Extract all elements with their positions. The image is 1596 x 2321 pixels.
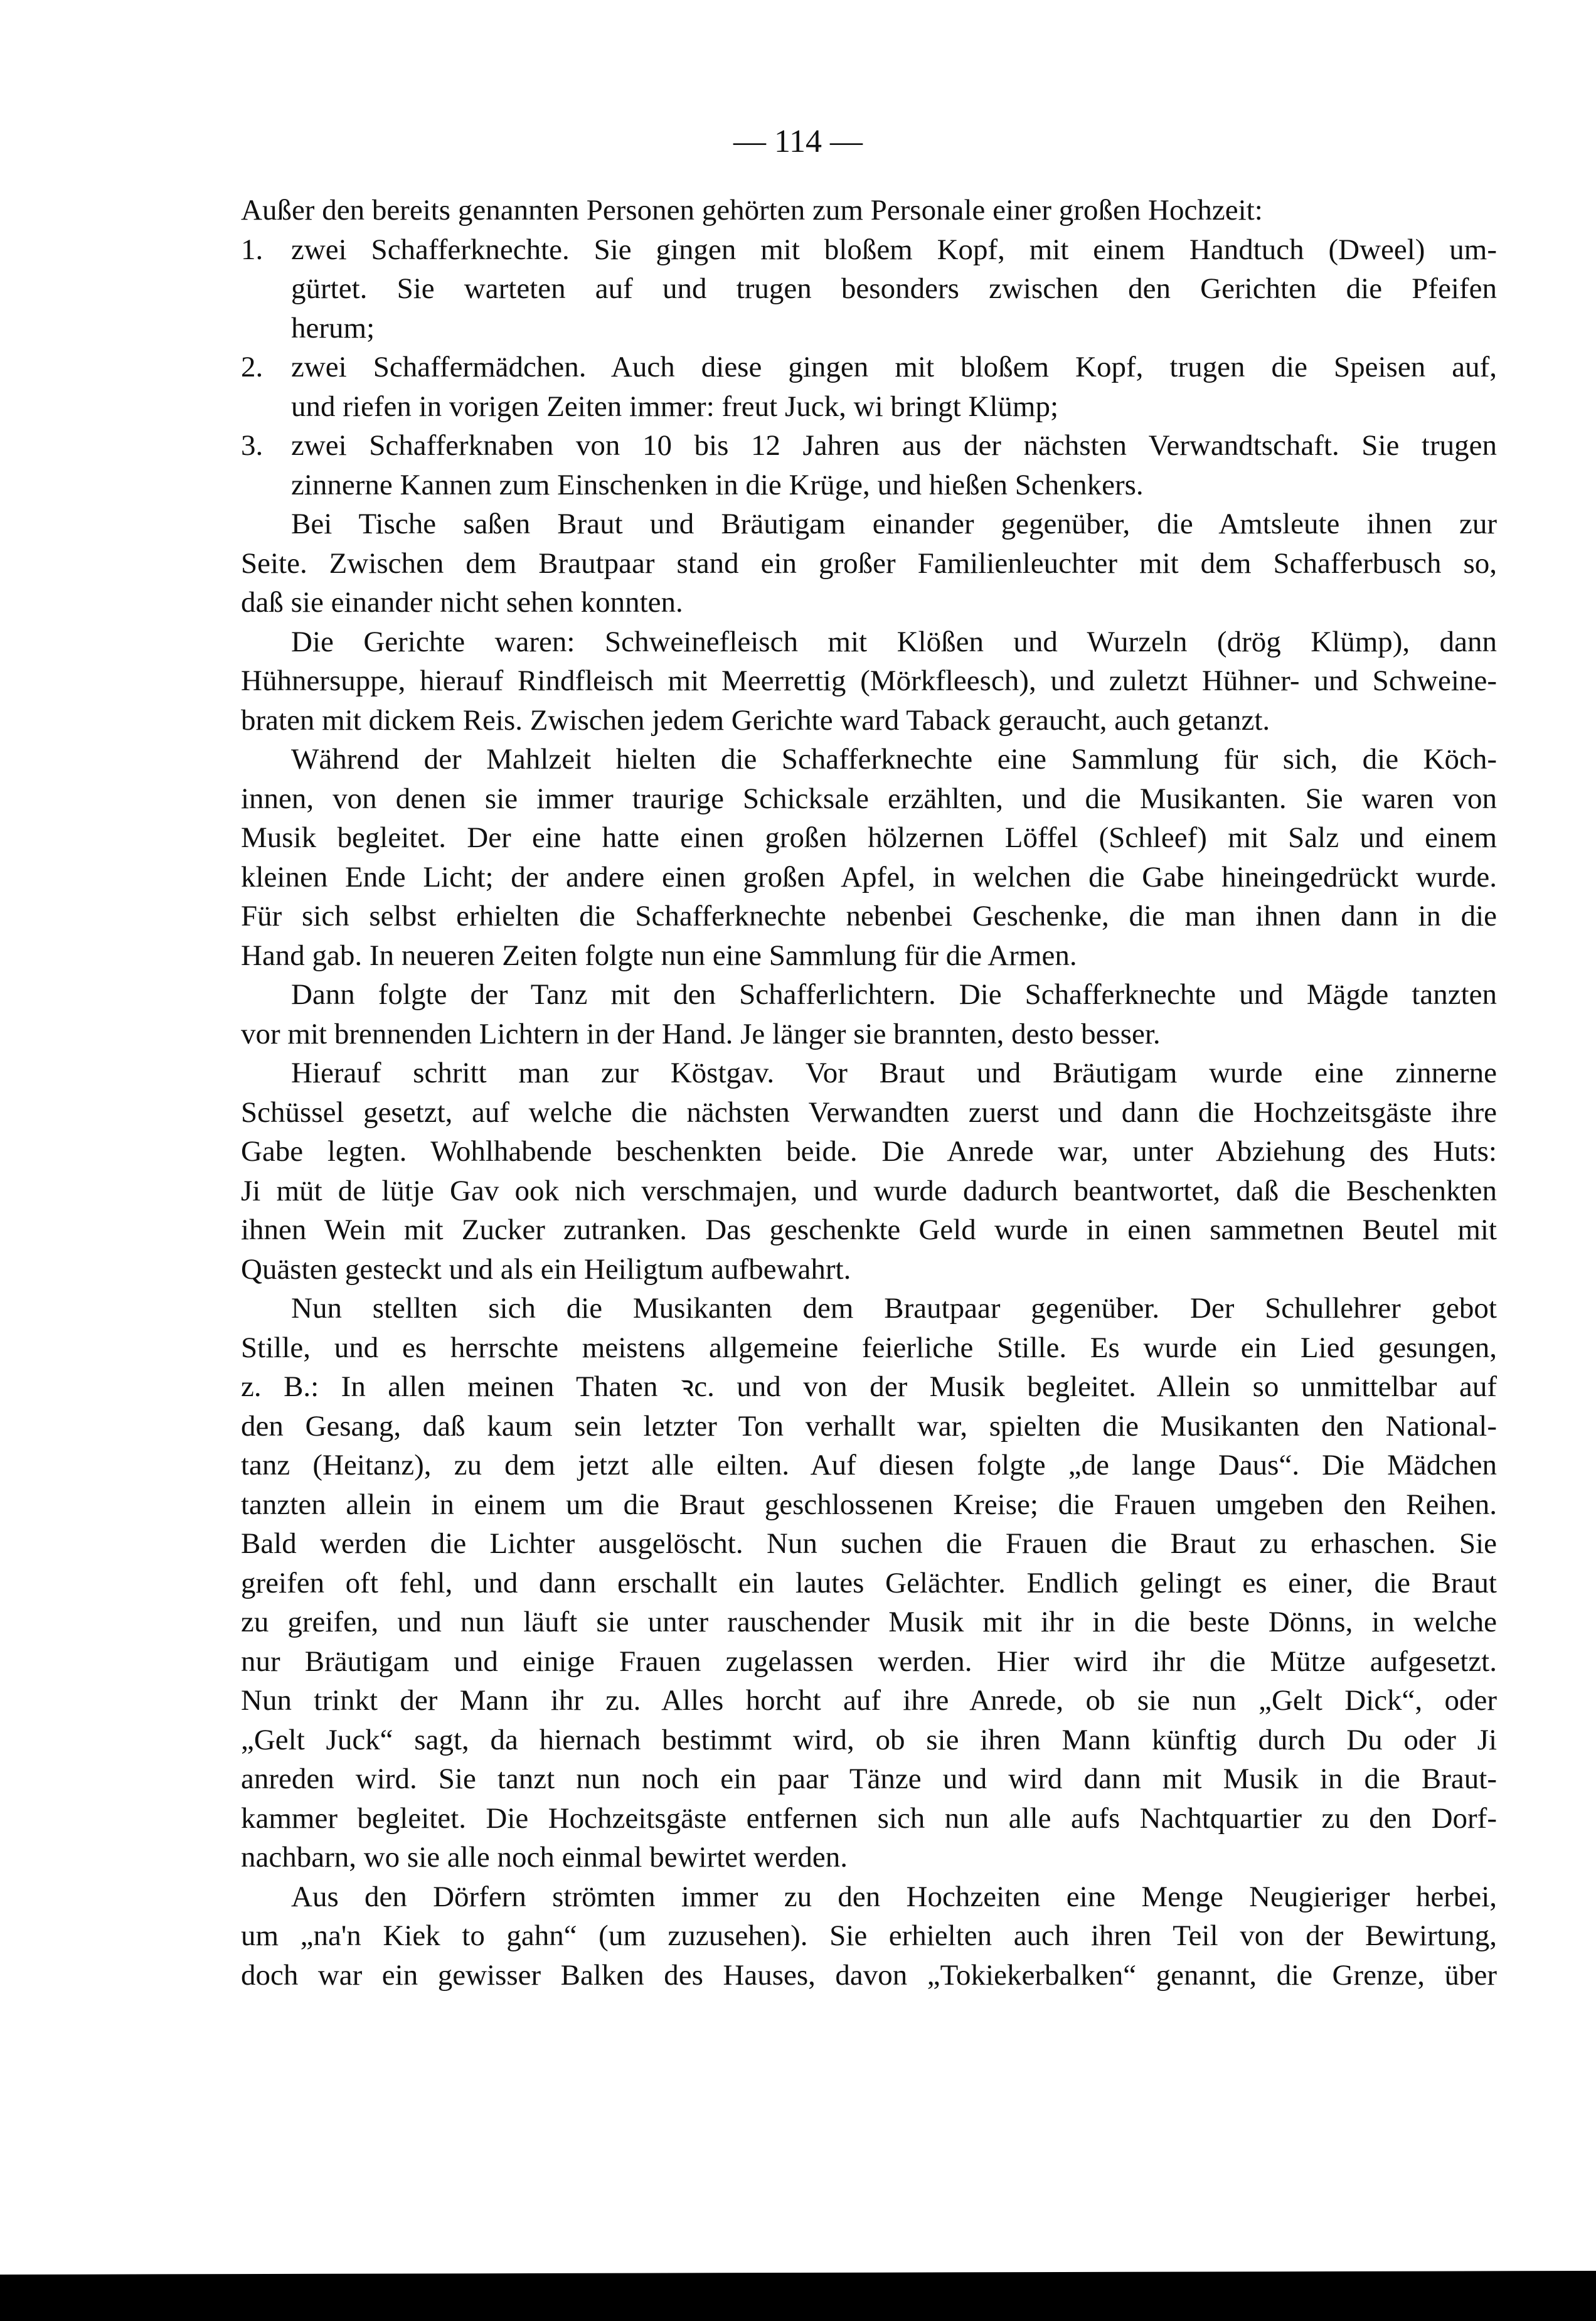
paragraph-line: Hühnersuppe, hierauf Rindfleisch mit Meerrettig (Mörkfleesch), und zuletzt Hühner- und Schweine- [241,664,1497,697]
paragraph-line: den Gesang, daß kaum sein letzter Ton verhallt war, spielten die Musikanten den National- [241,1409,1497,1443]
paragraph-line: Aus den Dörfern strömten immer zu den Hochzeiten eine Menge Neugieriger herbei, [291,1880,1497,1913]
paragraph-line: nachbarn, wo sie alle noch einmal bewirtet werden. [241,1841,848,1874]
paragraph-line: anreden wird. Sie tanzt nun noch ein paar Tänze und wird dann mit Musik in die Braut- [241,1763,1497,1795]
paragraph-line: Nun trinkt der Mann ihr zu. Alles horcht auf ihre Anrede, ob sie nun „Gelt Dick“, oder [241,1684,1497,1717]
paragraph-line: vor mit brennenden Lichtern in der Hand. Je länger sie brannten, desto besser. [241,1017,1161,1050]
paragraph-line: Außer den bereits genannten Personen gehörten zum Personale einer großen Hochzeit: [241,194,1263,227]
paragraph-line: Schüssel gesetzt, auf welche die nächsten Verwandten zuerst und dann die Hochzeitsgäste ihre [241,1096,1497,1129]
paragraph-line: Für sich selbst erhielten die Schafferknechte nebenbei Geschenke, die man ihnen dann in die [241,900,1497,932]
paragraph-line: „Gelt Juck“ sagt, da hiernach bestimmt wird, ob sie ihren Mann künftig durch Du oder Ji [241,1723,1497,1756]
paragraph-line: tanz (Heitanz), zu dem jetzt alle eilten. Auf diesen folgte „de lange Daus“. Die Mädchen [241,1449,1497,1481]
paragraph-line: ihnen Wein mit Zucker zutranken. Das geschenkte Geld wurde in einen sammetnen Beutel mit [241,1214,1497,1246]
paragraph-line: kleinen Ende Licht; der andere einen großen Apfel, in welchen die Gabe hineingedrückt wurde. [241,860,1497,894]
paragraph-line: Quästen gesteckt und als ein Heiligtum aufbewahrt. [241,1252,851,1286]
list-item-line: zwei Schaffermädchen. Auch diese gingen mit bloßem Kopf, trugen die Speisen auf, [291,351,1497,383]
paragraph-line: Seite. Zwischen dem Brautpaar stand ein großer Familienleuchter mit dem Schafferbusch so, [241,547,1497,580]
paragraph-line: greifen oft fehl, und dann erschallt ein lautes Gelächter. Endlich gelingt es einer, die Braut [241,1566,1497,1599]
paragraph-line: Hierauf schritt man zur Köstgav. Vor Braut und Bräutigam wurde eine zinnerne [291,1057,1497,1089]
list-item-line: zwei Schafferknechte. Sie gingen mit bloßem Kopf, mit einem Handtuch (Dweel) um- [291,233,1497,266]
paragraph-line: kammer begleitet. Die Hochzeitsgäste entfernen sich nun alle aufs Nachtquartier zu den Dorf- [241,1801,1497,1835]
paragraph-line: Bei Tische saßen Braut und Bräutigam einander gegenüber, die Amtsleute ihnen zur [291,508,1497,540]
list-number: 3. [241,429,263,462]
paragraph-line: Während der Mahlzeit hielten die Schafferknechte eine Sammlung für sich, die Köch- [291,743,1497,776]
paragraph-line: um „na'n Kiek to gahn“ (um zuzusehen). Sie erhielten auch ihren Teil von der Bewirtung, [241,1919,1497,1952]
paragraph-line: Ji müt de lütje Gav ook nich verschmajen, und wurde dadurch beantwortet, daß die Beschenkten [241,1174,1497,1207]
paragraph-line: doch war ein gewisser Balken des Hauses, davon „Tokiekerbalken“ genannt, die Grenze, über [241,1958,1497,1992]
paragraph-line: Gabe legten. Wohlhabende beschenkten beide. Die Anrede war, unter Abziehung des Huts: [241,1135,1497,1168]
paragraph-line: Dann folgte der Tanz mit den Schafferlichtern. Die Schafferknechte und Mägde tanzten [291,978,1497,1011]
paragraph-line: zu greifen, und nun läuft sie unter rauschender Musik mit ihr in die beste Dönns, in welche [241,1606,1497,1638]
paragraph-line: Bald werden die Lichter ausgelöscht. Nun suchen die Frauen die Braut zu erhaschen. Sie [241,1527,1497,1560]
paragraph-line: Stille, und es herrschte meistens allgemeine feierliche Stille. Es wurde ein Lied gesungen, [241,1331,1497,1364]
paragraph-line: innen, von denen sie immer traurige Schicksale erzählten, und die Musikanten. Sie waren von [241,782,1497,815]
paragraph-line: Die Gerichte waren: Schweinefleisch mit Klößen und Wurzeln (drög Klümp), dann [291,625,1497,658]
list-item-line: zinnerne Kannen zum Einschenken in die Krüge, und hießen Schenkers. [291,468,1144,501]
paragraph-line: z. B.: In allen meinen Thaten ꝛc. und von der Musik begleitet. Allein so unmittelbar auf [241,1370,1497,1403]
paragraph-line: nur Bräutigam und einige Frauen zugelassen werden. Hier wird ihr die Mütze aufgesetzt. [241,1645,1497,1678]
page-number: — 114 — [733,124,863,159]
list-item-line: und riefen in vorigen Zeiten immer: freut Juck, wi bringt Klümp; [291,390,1059,423]
paragraph-line: Nun stellten sich die Musikanten dem Brautpaar gegenüber. Der Schullehrer gebot [291,1292,1497,1325]
list-number: 2. [241,351,263,383]
paragraph-line: Musik begleitet. Der eine hatte einen großen hölzernen Löffel (Schleef) mit Salz und einem [241,821,1497,854]
list-number: 1. [241,233,263,266]
paragraph-line: Hand gab. In neueren Zeiten folgte nun eine Sammlung für die Armen. [241,939,1077,972]
paragraph-line: braten mit dickem Reis. Zwischen jedem Gerichte ward Taback geraucht, auch getanzt. [241,703,1270,737]
list-item-line: herum; [291,311,375,344]
list-item-line: zwei Schafferknaben von 10 bis 12 Jahren aus der nächsten Verwandtschaft. Sie trugen [291,429,1497,462]
paragraph-line: tanzten allein in einem um die Braut geschlossenen Kreise; die Frauen umgeben den Reihen. [241,1488,1497,1521]
list-item-line: gürtet. Sie warteten auf und trugen besonders zwischen den Gerichten die Pfeifen [291,272,1497,305]
paragraph-line: daß sie einander nicht sehen konnten. [241,586,683,619]
scan-edge-shadow [0,2271,1596,2321]
